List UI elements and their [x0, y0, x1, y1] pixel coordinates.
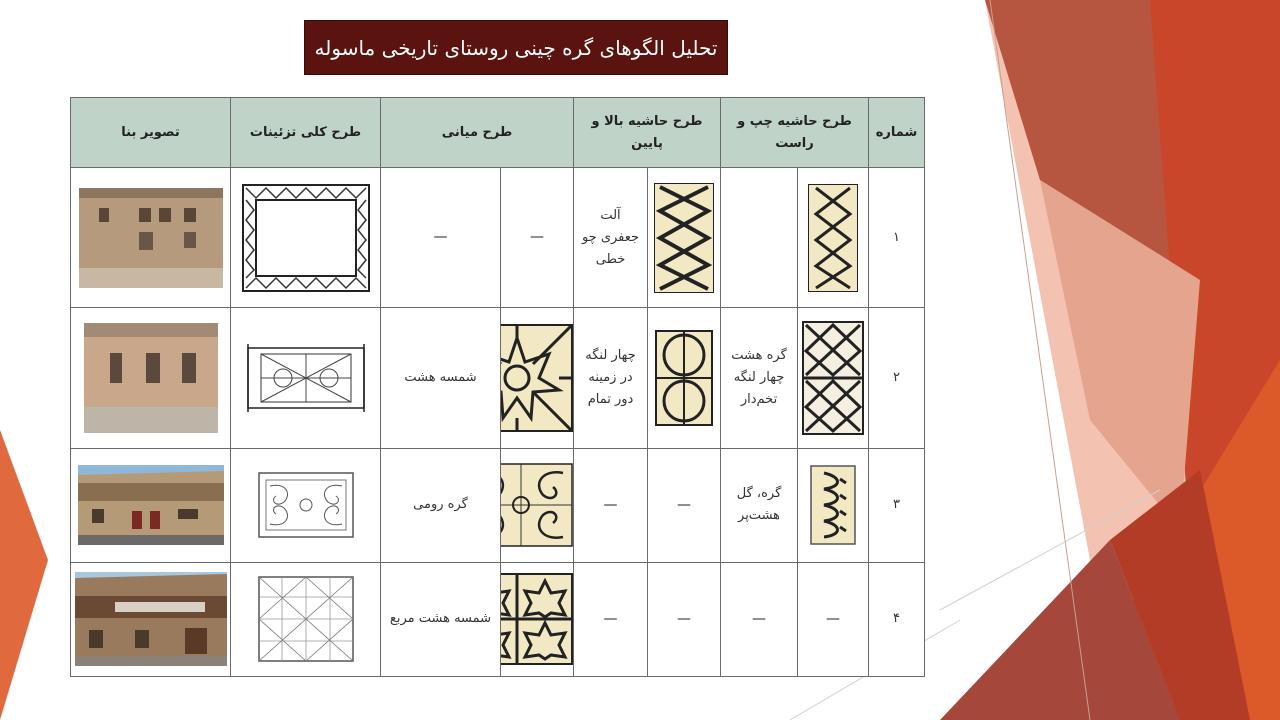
side-text-cell	[721, 168, 798, 308]
building-photo-icon	[84, 323, 218, 433]
building-photo-icon	[79, 188, 223, 288]
side-text-cell: گره، گل هشت‌پر	[721, 448, 798, 562]
header-overall: طرح کلی تزئینات	[231, 98, 381, 168]
header-top-border: طرح حاشیه بالا و پایین	[574, 98, 721, 168]
middle-text-cell: —	[381, 168, 501, 308]
header-photo: تصویر بنا	[71, 98, 231, 168]
middle-text-cell: شمسه هشت	[381, 308, 501, 448]
middle-pattern-cell	[501, 562, 574, 676]
photo-cell	[71, 168, 231, 308]
shamseh-square-pattern-icon	[501, 573, 574, 665]
middle-text-cell: گره رومی	[381, 448, 501, 562]
top-pattern-cell: —	[648, 448, 721, 562]
overall-cell	[231, 448, 381, 562]
top-text-cell: آلت جعفری چو خطی	[574, 168, 648, 308]
side-text-cell: گره هشت چهار لنگه تخم‌دار	[721, 308, 798, 448]
middle-pattern-cell: —	[501, 168, 574, 308]
top-pattern-cell	[648, 168, 721, 308]
header-middle: طرح میانی	[381, 98, 574, 168]
photo-cell	[71, 448, 231, 562]
top-pattern-cell	[648, 308, 721, 448]
top-text-cell: —	[574, 562, 648, 676]
photo-cell	[71, 562, 231, 676]
table-row	[71, 562, 925, 676]
side-pattern-cell	[798, 168, 869, 308]
top-text-cell: —	[574, 448, 648, 562]
pattern-analysis-table	[70, 97, 925, 677]
overall-cell	[231, 562, 381, 676]
header-side-border: طرح حاشیه چپ و راست	[721, 98, 869, 168]
row-number: ۴	[869, 562, 925, 676]
side-pattern-cell	[798, 448, 869, 562]
table-row	[71, 448, 925, 562]
table-row	[71, 168, 925, 308]
building-photo-icon	[78, 465, 224, 545]
star-shamseh-pattern-icon	[501, 324, 574, 432]
top-pattern-cell: —	[648, 562, 721, 676]
rumi-arabesque-pattern-icon	[501, 463, 574, 547]
row-number: ۱	[869, 168, 925, 308]
table-row	[71, 308, 925, 448]
grid-panel-drawing-icon	[258, 576, 354, 662]
row-number: ۳	[869, 448, 925, 562]
header-number: شماره	[869, 98, 925, 168]
row-number: ۲	[869, 308, 925, 448]
building-photo-icon	[75, 572, 227, 666]
middle-text-cell: شمسه هشت مربع	[381, 562, 501, 676]
side-text-cell: —	[721, 562, 798, 676]
lattice-zigzag-pattern-icon	[808, 184, 858, 292]
lattice-zigzag-pattern-icon	[654, 183, 714, 293]
middle-pattern-cell	[501, 308, 574, 448]
window-panel-drawing-icon	[247, 342, 365, 414]
left-accent-shape	[0, 430, 48, 720]
side-pattern-cell	[798, 308, 869, 448]
side-pattern-cell: —	[798, 562, 869, 676]
photo-cell	[71, 308, 231, 448]
floral-vine-pattern-icon	[810, 465, 856, 545]
overall-cell	[231, 168, 381, 308]
lattice-x-pattern-icon	[802, 321, 864, 435]
window-frame-drawing-icon	[242, 184, 370, 292]
slide-title: تحلیل الگوهای گره چینی روستای تاریخی ماسوله	[304, 20, 728, 75]
table-header-row	[71, 98, 925, 168]
lattice-circle-pattern-icon	[655, 330, 713, 426]
arabesque-panel-drawing-icon	[258, 472, 354, 538]
middle-pattern-cell	[501, 448, 574, 562]
overall-cell	[231, 308, 381, 448]
top-text-cell: چهار لنگه در زمینه دور تمام	[574, 308, 648, 448]
